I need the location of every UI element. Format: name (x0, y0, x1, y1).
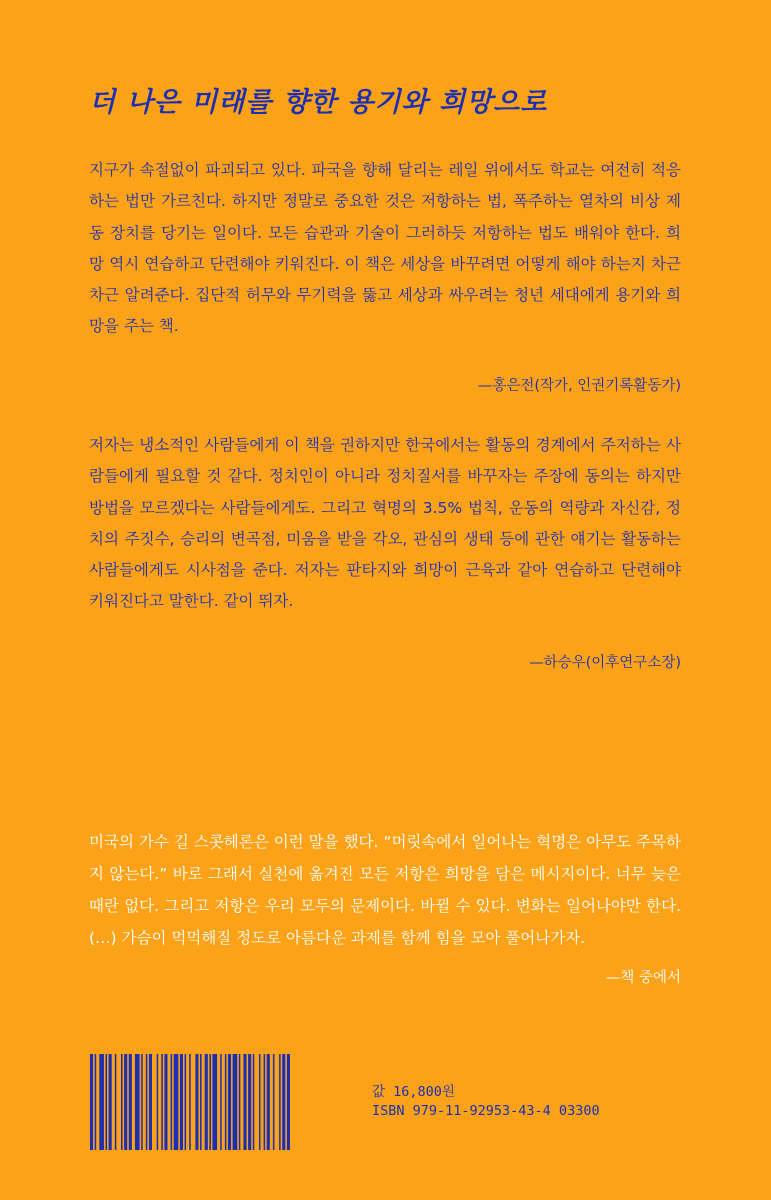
barcode-bar (146, 1054, 148, 1150)
barcode-bar (174, 1054, 179, 1150)
barcode-bar (161, 1054, 163, 1150)
barcode-bar (233, 1054, 238, 1150)
barcode-bar (185, 1054, 187, 1150)
barcode-bar (264, 1054, 266, 1150)
barcode-bar (141, 1054, 143, 1150)
barcode-bar (212, 1054, 217, 1150)
barcode-bar (282, 1054, 285, 1150)
review-attribution-1: —홍은전(작가, 인권기록활동가) (477, 378, 681, 394)
barcode-bar (189, 1054, 191, 1150)
barcode-bar (149, 1054, 152, 1150)
review-quote-1: 지구가 속절없이 파괴되고 있다. 파국을 향해 달리는 레일 위에서도 학교는 여전히 적응하는 법만 가르친다. 하지만 정말로 중요한 것은 저항하는 법, 폭주하는 열차의 비상 제동 장치를 당기는 일이다. 모든 습관과 기술이 그러하듯 저항하는 법도 배워야 한다. 희망 역시 연습하고 단련해야 키워진다. 이 책은 세상을 바꾸려면 어떻게 해야 하는지 차근차근 알려준다. 집단적 허무와 무기력을 뚫고 세상과 싸우려는 청년 세대에게 용기와 희망을 주는 책. (89, 161, 681, 336)
review-quote-2: 저자는 냉소적인 사람들에게 이 책을 권하지만 한국에서는 활동의 경계에서 주저하는 사람들에게 필요할 것 같다. 정치인이 아니라 정치질서를 바꾸자는 주장에 동의는 하지만 방법을 모르겠다는 사람들에게도. 그리고 혁명의 3.5% 법칙, 운동의 역량과 자신감, 정치의 주짓수, 승리의 변곡점, 미움을 받을 각오, 관심의 생태 등에 관한 얘기는 활동하는 사람들에게도 시사점을 준다. 저자는 판타지와 희망이 근육과 같아 연습하고 단련해야 키워진다고 말한다. 같이 뛰자. (89, 436, 681, 611)
barcode-bar (195, 1054, 198, 1150)
barcode-bar (129, 1054, 132, 1150)
back-cover-headline: 더 나은 미래를 향한 용기와 희망으로 (89, 87, 548, 118)
barcode-bar (225, 1054, 227, 1150)
barcode-bar (90, 1054, 93, 1150)
barcode-bar (253, 1054, 255, 1150)
barcode-bar (209, 1054, 211, 1150)
barcode-bar (135, 1054, 140, 1150)
barcode-bar (228, 1054, 231, 1150)
barcode-bar (220, 1054, 222, 1150)
barcode-bar (171, 1054, 173, 1150)
barcode-bar (200, 1054, 202, 1150)
price-label: 값 16,800원 (372, 1084, 455, 1100)
barcode-bar (106, 1054, 108, 1150)
barcode-bar (164, 1054, 167, 1150)
barcode-bar (248, 1054, 251, 1150)
barcode-bar (279, 1054, 281, 1150)
isbn-barcode (90, 1054, 355, 1150)
barcode-bar (180, 1054, 183, 1150)
barcode-bar (95, 1054, 97, 1150)
isbn-label: ISBN 979-11-92953-43-4 03300 (372, 1103, 600, 1119)
barcode-bar (287, 1054, 290, 1150)
book-excerpt: 미국의 가수 길 스콧헤론은 이런 말을 했다. “머릿속에서 일어나는 혁명은 아무도 주목하지 않는다.” 바로 그래서 실천에 옮겨진 모든 저항은 희망을 담은 메시지이다. 너무 늦은 때란 없다. 그리고 저항은 우리 모두의 문제이다. 바뀔 수 있다. 변화는 일어나야만 한다. (…) 가슴이 먹먹해질 정도로 아름다운 과제를 함께 힘을 모아 풀어나가자. (89, 833, 681, 947)
barcode-bar (267, 1054, 270, 1150)
barcode-bar (243, 1054, 246, 1150)
excerpt-attribution: —책 중에서 (605, 970, 681, 986)
barcode-bar (124, 1054, 127, 1150)
barcode-bar (205, 1054, 208, 1150)
review-attribution-2: —하승우(이후연구소장) (529, 655, 681, 671)
barcode-bar (273, 1054, 275, 1150)
barcode-bar (99, 1054, 104, 1150)
barcode-bar (115, 1054, 117, 1150)
barcode-bar (109, 1054, 112, 1150)
barcode-bar (157, 1054, 159, 1150)
barcode-bar (121, 1054, 123, 1150)
barcode-bar (239, 1054, 241, 1150)
barcode-bar (259, 1054, 261, 1150)
